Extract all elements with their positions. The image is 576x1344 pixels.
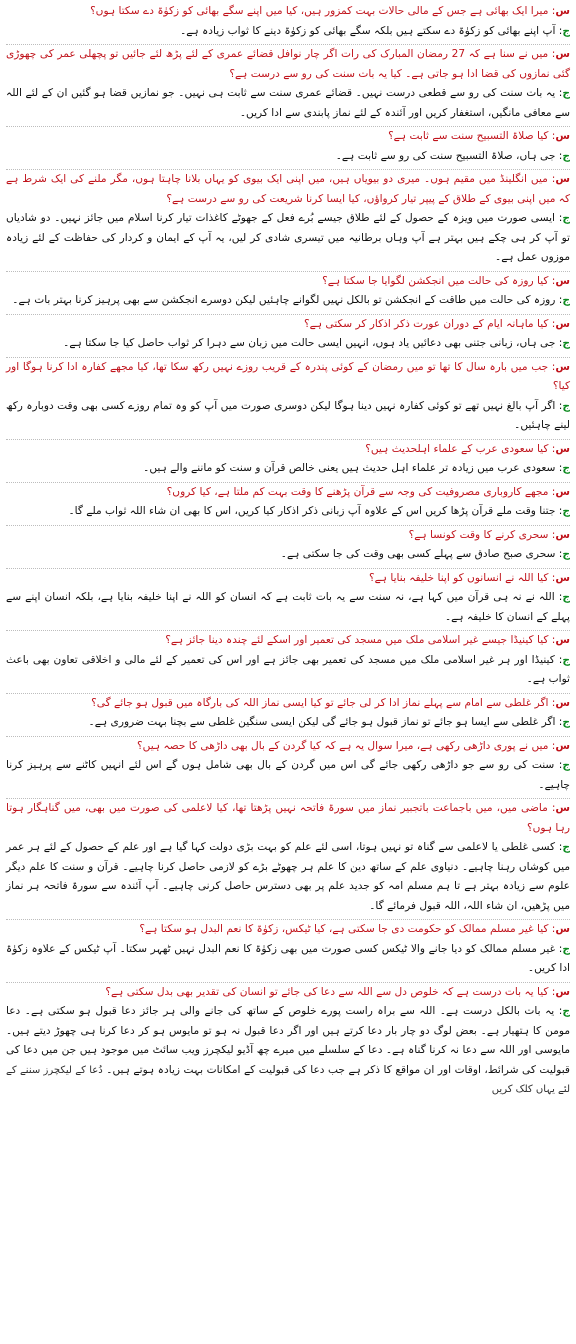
question-marker: س [555, 360, 570, 373]
question-text: س: سحری کرنے کا وقت کونسا ہے؟ [408, 528, 570, 541]
question-marker: س [555, 173, 571, 185]
answer-text: ج: کسی غلطی یا لاعلمی سے گناہ تو نہیں ہوتا، اسی لئے علم کو بہت بڑی دولت کہا گیا ہے اور علم کے حصول کے لئے ہر عمر میں کوشاں رہنا چاہیے۔ دنیاوی علم کے ساتھ دین کا علم ہر چھوٹے بڑے کو لازمی حاصل کرنا چاہیے۔ قرآن و سنت کا علم دیگر علوم سے زیادہ بہتر ہے تا ہم مسلم امہ کو جدید علم پر بھی دسترس حاصل کرنی چاہیے۔ آپ آئندہ سے سورۃ فاتحہ ہر نماز میں پڑھیں، ان شاء اللہ، اللہ قبول فرمائے گا۔ [6, 841, 571, 912]
answer-marker: ج [562, 337, 570, 349]
answer-marker: ج [562, 505, 570, 517]
question-marker: س [555, 923, 570, 935]
question-text: س: کیا ماہانہ ایام کے دوران عورت ذکر اذکار کر سکتی ہے؟ [303, 317, 570, 330]
qa-item-4 [6, 170, 570, 272]
qa-item-7 [6, 358, 570, 440]
answer-marker: ج [562, 942, 571, 955]
dua-lectures-link[interactable]: دُعا کے لیکچرز سننے کے لئے یہاں کلک کریں [6, 1064, 570, 1095]
answer-text: ج: سعودی عرب میں زیادہ تر علماء اہل حدیث ہیں یعنی خالص قرآن و سنت کو ماننے والے ہیں۔ [143, 462, 570, 474]
question-text: س: ماضی میں، میں باجماعت باتجبیر نماز میں سورۃ فاتحہ نہیں پڑھتا تھا، کیا لاعلمی کی صورت میں بھی، میں گناہگار ہوتا رہا ہوں؟ [6, 802, 571, 834]
question-marker: س [555, 696, 570, 709]
qa-item-10 [6, 526, 570, 569]
question-text: س: کیا کینیڈا جیسے غیر اسلامی ملک میں مسجد کی تعمیر اور اسکے لئے چندہ دینا جائز ہے؟ [165, 634, 570, 646]
qa-item-6 [6, 315, 570, 358]
question-text: س: کیا سعودی عرب کے علماء اہلحدیث ہیں؟ [365, 442, 570, 455]
qa-item-13 [6, 694, 570, 737]
question-text: س: میں نے پوری داڑھی رکھی ہے، میرا سوال یہ ہے کہ کیا گردن کے بال بھی داڑھی کا حصہ ہیں؟ [137, 739, 570, 752]
answer-marker: ج [562, 591, 570, 603]
question-marker: س [555, 985, 570, 998]
answer-marker: ج [562, 548, 570, 560]
question-text: س: جب میں بارہ سال کا تھا تو میں رمضان کے کوئی پندرہ کے قریب روزے نہیں رکھ سکا تھا، کیا مجھے کفارہ ادا کرنا ہوگا اور کیا؟ [6, 360, 570, 392]
question-text: س: میں انگلینڈ میں مقیم ہوں۔ میری دو بیویاں ہیں، میں اپنی ایک بیوی کو یہاں بلانا چاہتا ہوں، مگر ملنے کی ایک شرط ہے کہ میں اپنی بیوی کے طلاق کے پیپر تیار کرواؤں، کیا ایسا کرنا شریعت کی رو سے درست ہے؟ [6, 173, 571, 205]
question-text: س: کیا اللہ نے انسانوں کو اپنا خلیفہ بنایا ہے؟ [368, 571, 570, 584]
answer-text: ج: جی ہاں، زبانی جتنی بھی دعائیں یاد ہوں، انہیں ایسی حالت میں زبان سے دہرا کر ثواب حاصل کیا جا سکتا ہے۔ [63, 337, 570, 349]
question-text: س: اگر غلطی سے امام سے پہلے نماز ادا کر لی جائے تو کیا ایسی نماز اللہ کی بارگاہ میں قبول ہو جائے گی؟ [91, 696, 570, 709]
question-marker: س [555, 528, 570, 541]
qa-item-9 [6, 483, 570, 526]
question-marker: س [555, 442, 570, 455]
answer-text: ج: اگر آپ بالغ نہیں تھے تو کوئی کفارہ نہیں دینا ہوگا لیکن دوسری صورت میں آپ کو وہ تمام روزے کسی بھی وقت دوبارہ رکھ لینے چاہئیں۔ [6, 399, 571, 431]
qa-item-8 [6, 440, 570, 483]
qa-item-15 [6, 799, 570, 920]
answer-marker: ج [562, 841, 571, 853]
answer-marker: ج [562, 87, 570, 99]
question-marker: س [555, 48, 570, 60]
answer-text: ج: سنت کی رو سے جو داڑھی رکھی جائے گی اس میں گردن کے بال بھی شامل ہوں گے اس لئے انہیں کاٹنے سے پرہیز کرنا چاہیے۔ [6, 759, 570, 791]
question-marker: س [555, 485, 570, 498]
answer-text: ج: یہ بات بالکل درست ہے۔ اللہ سے براہ راست پورے خلوص کے ساتھ کی جانے والی ہر جائز دعا قبول ہو سکتی ہے۔ دعا مومن کا ہتھیار ہے۔ بعض لوگ دو چار بار دعا کرتے ہیں اور اگر دعا قبول نہ ہو تو مایوس ہو کر دعا کرنا ہی چھوڑ دیتے ہیں۔ مایوسی اور اللہ سے دعا نہ کرنا گناہ ہے۔ دعا کے سلسلے میں میرے چھ آڈیو لیکچرز ویب سائٹ میں موجود ہیں جن میں دعا کی قبولیت کی شرائط، اوقات اور ان مواقع کا ذکر ہے جب دعا کی قبولیت کے امکانات بہت زیادہ ہوتے ہیں۔ [6, 1005, 570, 1076]
question-text: س: کیا روزہ کی حالت میں انجکشن لگوایا جا سکتا ہے؟ [322, 274, 570, 287]
answer-marker: ج [562, 462, 570, 474]
question-text: س: کیا یہ بات درست ہے کہ خلوص دل سے اللہ سے دعا کی جائے تو انسان کی تقدیر بھی بدل سکتی ہے؟ [105, 985, 570, 998]
answer-text: ج: جی ہاں، صلاۃ التسبیح سنت کی رو سے ثابت ہے۔ [335, 149, 570, 162]
qa-item-5 [6, 272, 570, 315]
answer-text: ج: روزہ کی حالت میں طاقت کے انجکشن تو بالکل نہیں لگوانے چاہئیں لیکن دوسرے انجکشن سے بھی پرہیز کرنا بہتر بات ہے۔ [12, 294, 570, 306]
question-marker: س [555, 130, 570, 142]
answer-text: ج: سحری صبح صادق سے پہلے کسی بھی وقت کی جا سکتی ہے۔ [280, 548, 570, 560]
qa-item-17 [6, 983, 570, 1103]
answer-text: ج: غیر مسلم ممالک کو دیا جانے والا ٹیکس کسی صورت میں بھی زکوٰۃ کا نعم البدل نہیں ٹھہر سکتا۔ آپ ٹیکس کے علاوہ زکوٰۃ ادا کریں۔ [6, 942, 571, 974]
question-marker: س [555, 274, 570, 287]
qa-item-1 [6, 2, 570, 45]
question-marker: س [555, 802, 571, 814]
answer-text: ج: اللہ نے نہ ہی قرآن میں کہا ہے، نہ سنت سے یہ بات ثابت ہے کہ انسان کو اللہ نے اپنا خلیفہ بنایا ہے، بلکہ انسان اپنے سے پہلے کے انسان کا خلیفہ ہے۔ [6, 591, 570, 623]
qa-item-16 [6, 920, 570, 983]
answer-text: ج: آپ اپنے بھائی کو زکوٰۃ دے سکتے ہیں بلکہ سگے بھائی کو زکوٰۃ دینے کا ثواب زیادہ ہے۔ [180, 24, 570, 37]
answer-text: ج: کینیڈا اور ہر غیر اسلامی ملک میں مسجد کی تعمیر بھی جائز ہے اور اس کی تعمیر کے لئے مالی و اخلاقی تعاون بھی باعث ثواب ہے۔ [6, 653, 570, 685]
question-text: س: کیا غیر مسلم ممالک کو حکومت دی جا سکتی ہے، کیا ٹیکس، زکوٰۃ کا نعم البدل ہو سکتا ہے؟ [139, 923, 570, 935]
question-marker: س [555, 5, 570, 17]
question-marker: س [555, 634, 570, 646]
qa-item-12 [6, 631, 570, 694]
qa-item-14 [6, 737, 570, 800]
answer-marker: ج [562, 149, 570, 162]
answer-marker: ج [562, 212, 570, 224]
qa-item-3 [6, 127, 570, 170]
answer-marker: ج [562, 24, 570, 37]
answer-marker: ج [562, 1005, 570, 1017]
qa-item-11 [6, 569, 570, 632]
answer-marker: ج [562, 716, 570, 728]
question-text: س: میرا ایک بھائی ہے جس کے مالی حالات بہت کمزور ہیں، کیا میں اپنے سگے بھائی کو زکوٰۃ دے سکتا ہوں؟ [90, 5, 570, 17]
question-text: س: مجھے کاروباری مصروفیت کی وجہ سے قرآن پڑھنے کا وقت بہت کم ملتا ہے، کیا کروں؟ [166, 485, 570, 498]
answer-text: ج: جتنا وقت ملے قرآن پڑھا کریں اس کے علاوہ آپ زبانی ذکر اذکار کیا کریں، اس کا بھی ان شاء اللہ ثواب ملے گا۔ [68, 505, 570, 517]
question-marker: س [555, 317, 570, 330]
qa-item-2 [6, 45, 570, 127]
question-text: س: کیا صلاۃ التسبیح سنت سے ثابت ہے؟ [388, 130, 570, 142]
answer-marker: ج [562, 294, 570, 306]
answer-marker: ج [562, 399, 571, 412]
question-marker: س [555, 571, 570, 584]
answer-marker: ج [562, 653, 570, 666]
answer-marker: ج [562, 759, 570, 771]
answer-text: ج: یہ بات سنت کی رو سے قطعی درست نہیں۔ قضائے عمری سنت سے ثابت ہی نہیں۔ جو نمازیں قضا ہو گئیں ان کے لئے اللہ سے معافی مانگیں، استغفار کریں اور آئندہ کے لئے نماز پابندی سے ادا کریں۔ [6, 87, 570, 119]
question-text: س: میں نے سنا ہے کہ 27 رمضان المبارک کی رات اگر چار نوافل قضائے عمری کے لئے پڑھ لئے جائیں تو پچھلی عمر کی چھوڑی گئی نمازوں کی قضا ادا ہو جاتی ہے۔ کیا یہ بات سنت کی رو سے درست ہے؟ [6, 48, 570, 80]
answer-text: ج: ایسی صورت میں ویزہ کے حصول کے لئے طلاق جیسے بُرے فعل کے جھوٹے کاغذات تیار کرنا اسلام میں جائز نہیں۔ دو شادیاں تو آپ کر ہی چکے ہیں بہتر ہے آپ وہاں برطانیہ میں تیسری شادی کر لیں، یہ آپ کے ایمان و کردار کی حفاظت کے لئے زیادہ موزوں عمل ہے۔ [6, 212, 570, 263]
question-marker: س [555, 739, 570, 752]
answer-text: ج: اگر غلطی سے ایسا ہو جائے تو نماز قبول ہو جائے گی لیکن ایسی سنگین غلطی سے بچنا بہت ضروری ہے۔ [88, 716, 570, 728]
